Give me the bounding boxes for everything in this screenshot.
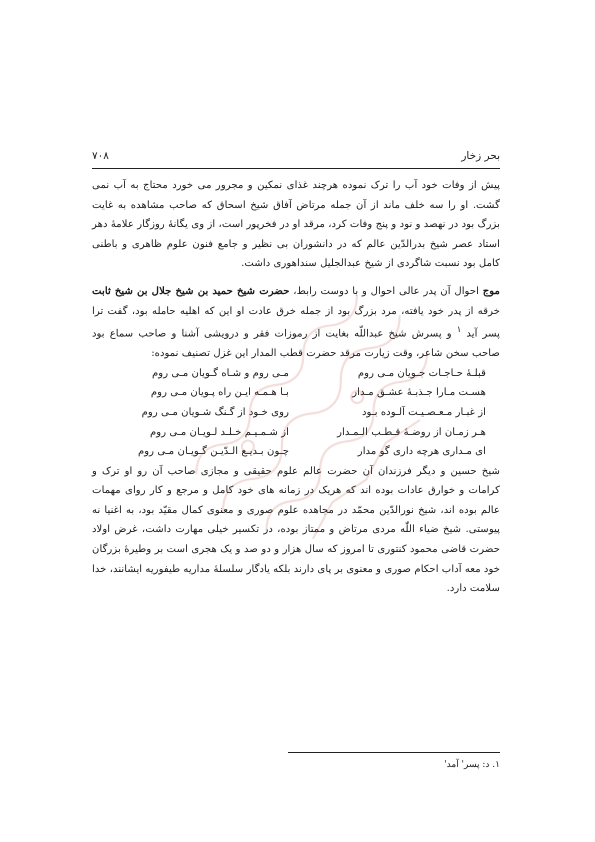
- hemistich-left: بـا هـمـه ایـن راه پـویان مـی روم: [150, 387, 289, 399]
- hemistich-right: هسـت مـارا جـذبـهٔ عشـق مـدار: [352, 387, 486, 399]
- hemistich-left: از شـمـیـم خـلـد لـویـان مـی روم: [150, 426, 289, 438]
- poem-verse: [92, 442, 500, 462]
- running-header: [92, 150, 500, 166]
- hemistich-right: هـر زمـان از روضـهٔ قـطـب الـمـدار: [337, 426, 486, 438]
- hemistich-left: مـی روم و شـاه گـویان مـی روم: [152, 367, 289, 379]
- paragraph-1: پیش از وفات خود آب را ترک نموده هرچند غذای نمکین و مجرور می خورد محتاج به آب نمی گشت. او را سه خلف ماند از آن جمله مرتاض آفاق شیخ اسحاق که صاحب مشاهده به غایت بزرگ بود در نهصد و نود و پنج وفات کرد، مرقد او در فخرپور است، از وی یگانهٔ روزگار علامهٔ دهر استاد عصر شیخ بدرالدّین عالم که در دانشوران بی نظیر و جامع فنون علوم ظاهری و باطنی کامل بود نسبت شاگردی از شیخ عبدالجلیل سنداهوری داشت.: [92, 180, 500, 270]
- hemistich-right: قبلـهٔ حـاجـات جـویان مـی روم: [357, 367, 486, 379]
- paragraph-2: [92, 282, 500, 364]
- poem-verse: [92, 364, 500, 384]
- poem-verse: [92, 423, 500, 443]
- main-text: [92, 176, 500, 599]
- paragraph-2-text-3: و پسرش شیخ عبداللّه بغایت از رموزات فقر و درویشی آشنا و صاحب سماع بود صاحب سخن شاعر، وقت زیارت مرقد حضرت قطب المدار این غزل تصنیف نموده:: [92, 328, 500, 360]
- poem-verse: [92, 383, 500, 403]
- footnote-divider: [288, 752, 500, 753]
- header-divider: [92, 168, 500, 169]
- page-number: ۷۰۸: [92, 150, 109, 162]
- section-marker: موج: [482, 284, 500, 297]
- person-name: حضرت شیخ حمید بن شیخ جلال بن شیخ ثابت: [92, 284, 290, 297]
- poem: [92, 364, 500, 462]
- hemistich-right: از غبـار مـعـصـیـت آلـوده بـود: [361, 406, 486, 418]
- book-title: بحر زخار: [461, 150, 500, 162]
- poem-verse: [92, 403, 500, 423]
- paragraph-2-text-2: خرقه از پدر خود یافته، مرد بزرگ بود از جمله خرق عادت او این که اهلیه حامله بود، گفت ترا پسر آید: [92, 305, 501, 340]
- hemistich-left: روی خـود از گـنگ شـویان مـی روم: [141, 406, 289, 418]
- paragraph-2-text-1: احوال آن پدر عالی احوال و با دوست رابط،: [293, 285, 479, 297]
- hemistich-right: ای مـداری هرچه داری گو مدار: [357, 446, 486, 458]
- paragraph-3: شیخ حسین و دیگر فرزندان آن حضرت عالم علوم حقیقی و مجازی صاحب آن رو او ترک و کرامات و خوارق عادات بوده اند که هریک در زمانه های خود کامل و مرجع و کار روای مهمات عالم بوده اند، شیخ نورالدّین محمّد در مجاهده علوم صوری و معنوی کمال مقیّد بود، به اغنیا نه پیوستی. شیخ ضیاء اللّٰه مردی مرتاض و ممتاز بوده، در تکسیر خیلی مهارت داشت، غرض اولاد حضرت قاضی محمود کنتوری تا امروز که سال هزار و دو صد و یک هجری است بر وطیرهٔ بزرگان خود معه آداب احکام صوری و معنوی بر پای دارند بلکه یادگار سلسلهٔ مداریه طیفوریه ایشانند، خدا سلامت دارد.: [92, 465, 500, 595]
- footnote-reference: ۱: [456, 325, 462, 336]
- footnote: ۱. د: پسر' آمد': [444, 760, 500, 770]
- hemistich-left: چـون بـدیـع الـدّیـن گـویـان مـی روم: [137, 446, 289, 458]
